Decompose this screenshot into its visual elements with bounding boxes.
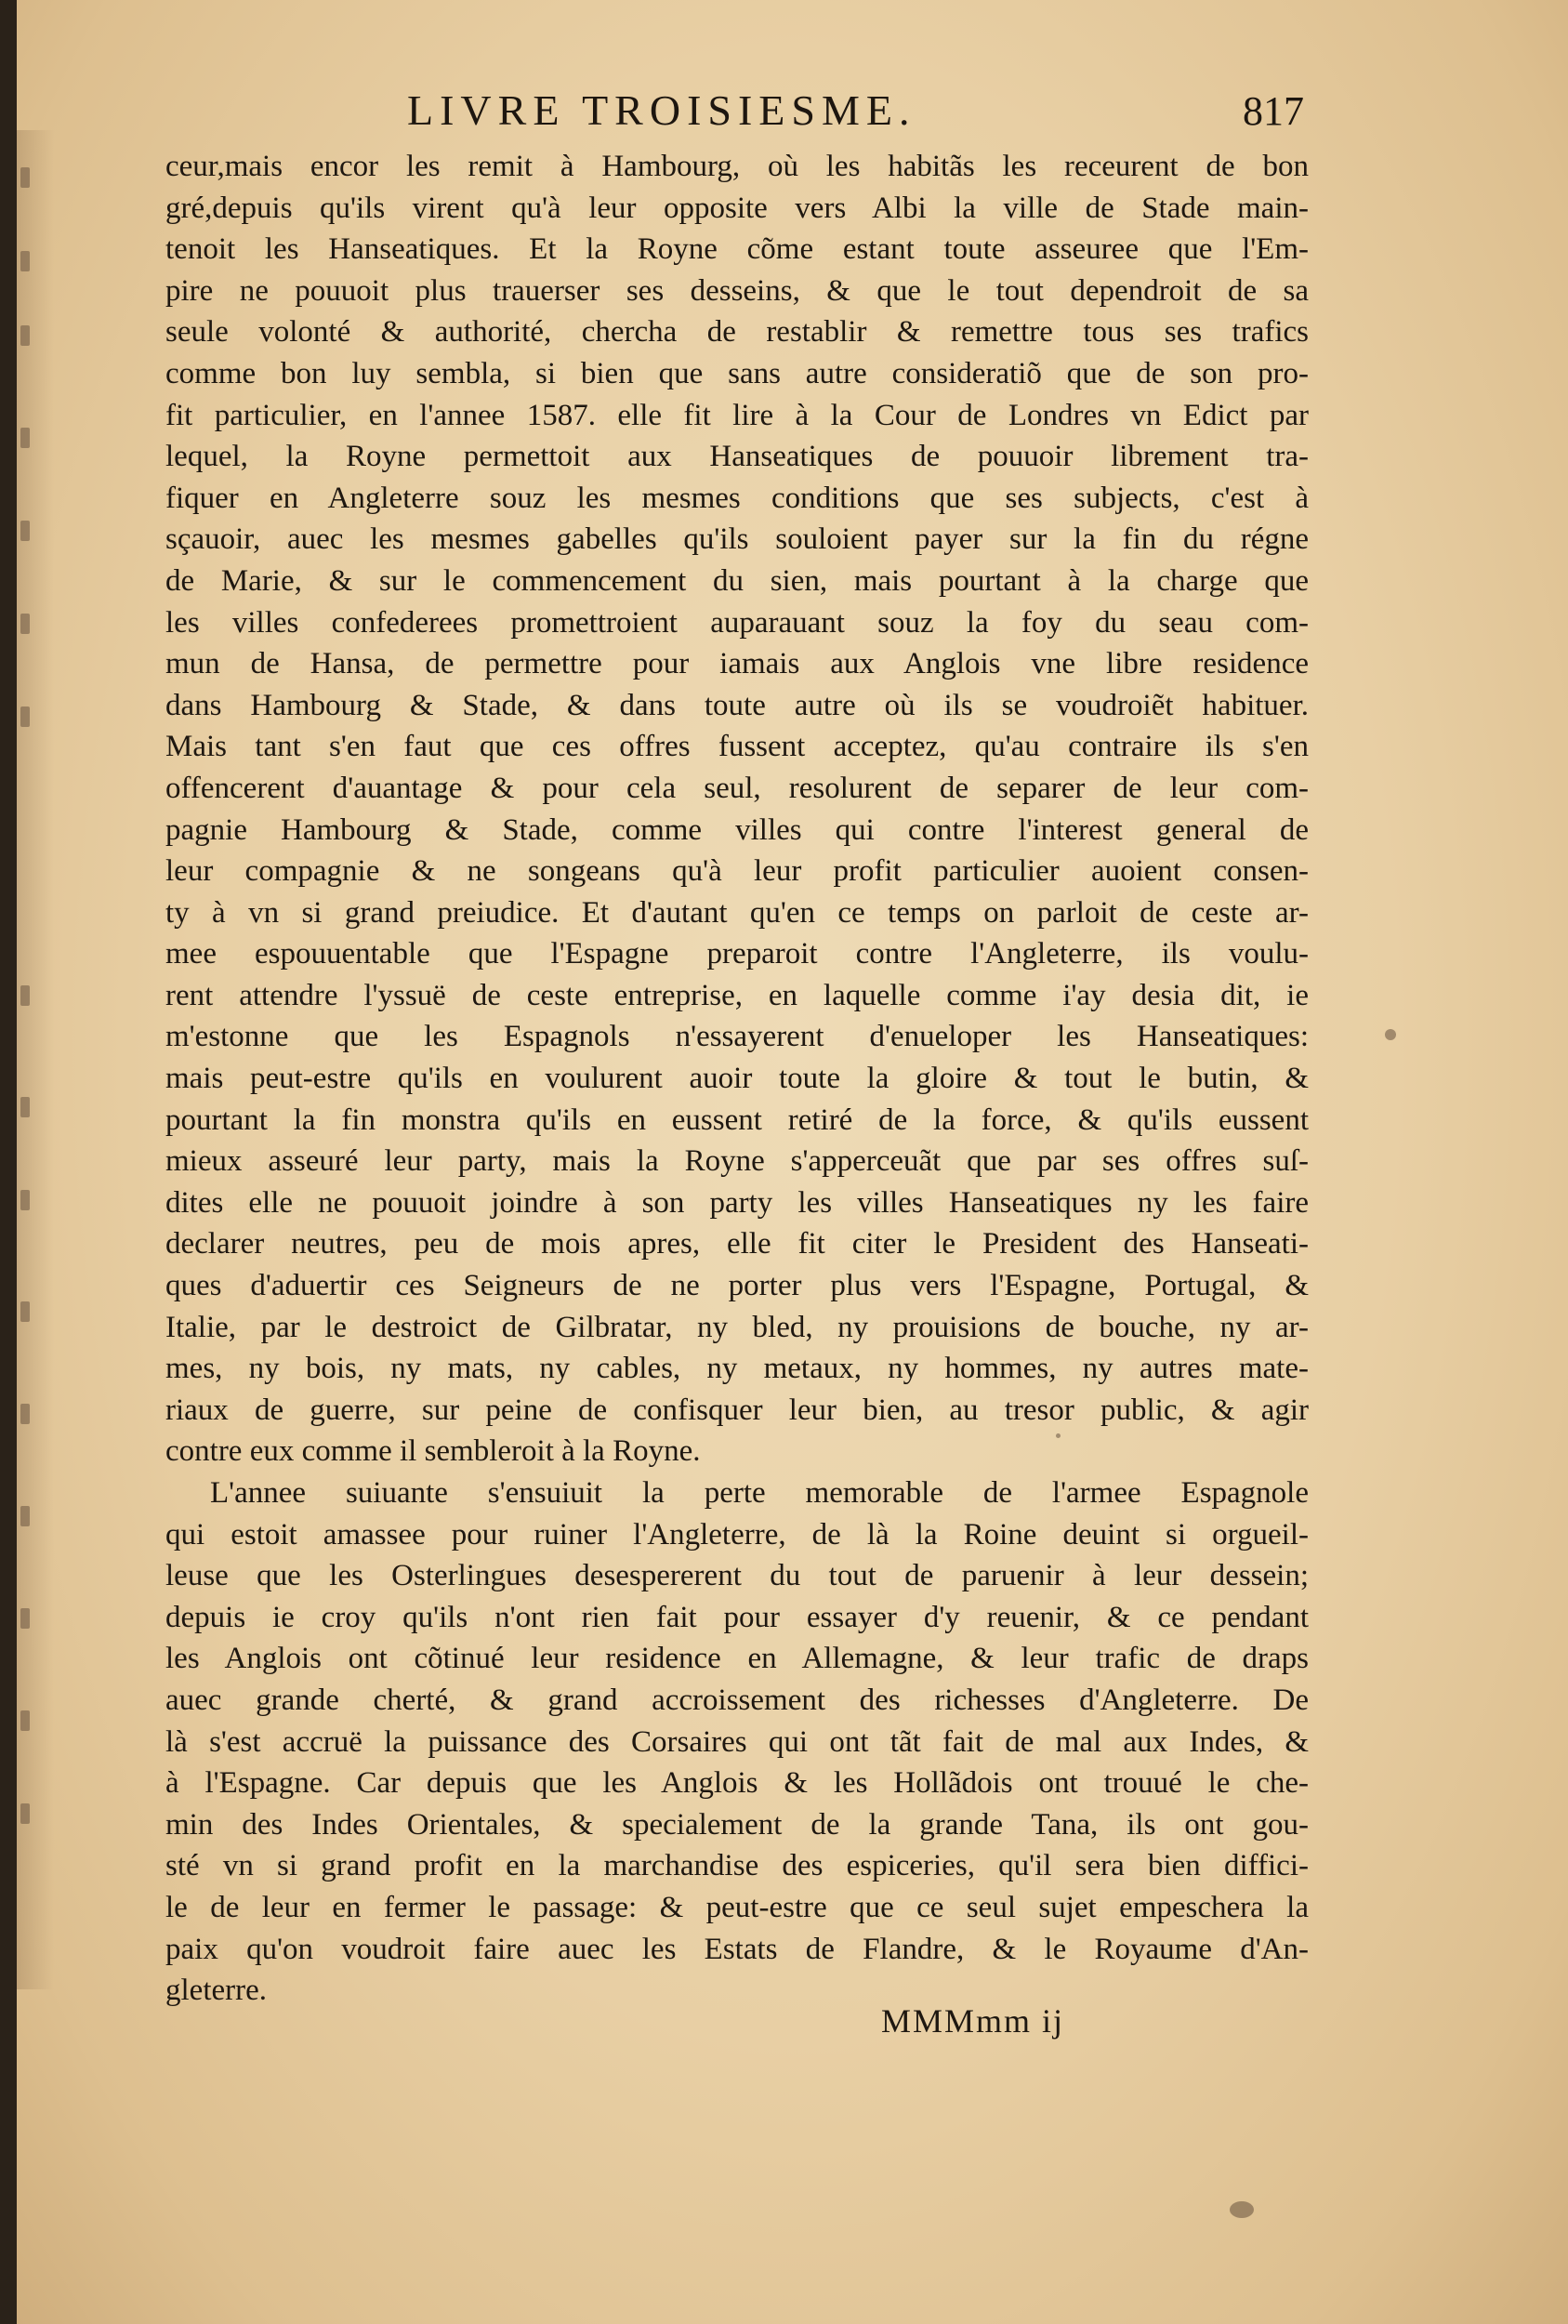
text-line: qui estoit amassee pour ruiner l'Angleterre, de là la Roine deuint si orgueil- <box>165 1517 1309 1552</box>
text-line: gleterre. <box>165 1974 268 2008</box>
bleed-mark <box>20 1608 30 1629</box>
bleed-mark <box>20 1710 30 1731</box>
text-line: m'estonne que les Espagnols n'essayerent d'enueloper les Hanseatiques: <box>165 1020 1309 1054</box>
bleed-mark <box>20 1803 30 1824</box>
text-line: Mais tant s'en faut que ces offres fussent acceptez, qu'au contraire ils s'en <box>165 730 1309 764</box>
text-line: dites elle ne pouuoit joindre à son party les villes Hanseatiques ny les faire <box>165 1185 1309 1220</box>
bleed-mark <box>20 1097 30 1117</box>
text-line: lequel, la Royne permettoit aux Hanseatiques de pouuoir librement tra- <box>165 440 1309 474</box>
bleed-mark <box>20 1404 30 1424</box>
text-line: leuse que les Osterlingues desespererent du tout de paruenir à leur dessein; <box>165 1559 1309 1593</box>
gutter-bleed-through <box>17 130 54 1989</box>
text-line: pagnie Hambourg & Stade, comme villes qui contre l'interest general de <box>165 812 1309 847</box>
text-line: dans Hambourg & Stade, & dans toute autre où ils se voudroiẽt habituer. <box>165 688 1309 722</box>
stain-spot <box>1230 2201 1254 2218</box>
bleed-mark <box>20 1506 30 1526</box>
bleed-mark <box>20 706 30 727</box>
text-line: là s'est accruë la puissance des Corsaires qui ont tãt fait de mal aux Indes, & <box>165 1724 1309 1759</box>
text-line: pourtant la fin monstra qu'ils en eussent retiré de la force, & qu'ils eussent <box>165 1103 1309 1137</box>
book-page <box>17 0 1568 2324</box>
text-line: sté vn si grand profit en la marchandise des espiceries, qu'il sera bien diffici- <box>165 1849 1309 1883</box>
text-line: mun de Hansa, de permettre pour iamais aux Anglois vne libre residence <box>165 647 1309 681</box>
text-line: depuis ie croy qu'ils n'ont rien fait pour essayer d'y reuenir, & ce pendant <box>165 1600 1309 1634</box>
text-line: le de leur en fermer le passage: & peut-estre que ce seul sujet empeschera la <box>165 1890 1309 1924</box>
bleed-mark <box>20 614 30 634</box>
running-title: LIVRE TROISIESME. <box>407 86 916 134</box>
text-line: mais peut-estre qu'ils en voulurent auoir toute la gloire & tout le butin, & <box>165 1062 1309 1096</box>
bleed-mark <box>20 1301 30 1322</box>
ink-speck <box>1385 1029 1396 1040</box>
text-line: fit particulier, en l'annee 1587. elle fit lire à la Cour de Londres vn Edict par <box>165 398 1309 432</box>
bleed-mark <box>20 325 30 346</box>
text-line: les Anglois ont cõtinué leur residence en Allemagne, & leur trafic de draps <box>165 1642 1309 1676</box>
text-line: sçauoir, auec les mesmes gabelles qu'ils souloient payer sur la fin du régne <box>165 522 1309 557</box>
text-line: ceur,mais encor les remit à Hambourg, où les habitãs les receurent de bon <box>165 150 1309 183</box>
text-line: riaux de guerre, sur peine de confisquer leur bien, au tresor public, & agir <box>165 1393 1309 1427</box>
bleed-mark <box>20 1190 30 1210</box>
text-line: auec grande cherté, & grand accroissement des richesses d'Angleterre. De <box>165 1683 1309 1717</box>
text-line: paix qu'on voudroit faire auec les Estats de Flandre, & le Royaume d'An- <box>165 1932 1309 1966</box>
bleed-mark <box>20 521 30 541</box>
text-line: contre eux comme il sembleroit à la Royne. <box>165 1434 701 1469</box>
bleed-mark <box>20 428 30 448</box>
text-line: ty à vn si grand preiudice. Et d'autant qu'en ce temps on parloit de ceste ar- <box>165 895 1309 930</box>
page-header <box>161 86 1304 141</box>
text-line: gré,depuis qu'ils virent qu'à leur opposite vers Albi la ville de Stade main- <box>165 191 1309 225</box>
text-line: mee espouuentable que l'Espagne preparoit contre l'Angleterre, ils voulu- <box>165 937 1309 971</box>
text-line: ques d'aduertir ces Seigneurs de ne porter plus vers l'Espagne, Portugal, & <box>165 1269 1309 1303</box>
text-line: comme bon luy sembla, si bien que sans autre consideratiõ que de son pro- <box>165 356 1309 390</box>
text-line: pire ne pouuoit plus trauerser ses desseins, & que le tout dependroit de sa <box>165 273 1309 308</box>
text-line: offencerent d'auantage & pour cela seul, resolurent de separer de leur com- <box>165 771 1309 805</box>
body-text <box>165 146 1309 2012</box>
text-line: seule volonté & authorité, chercha de restablir & remettre tous ses trafics <box>165 315 1309 350</box>
text-line: fiquer en Angleterre souz les mesmes conditions que ses subjects, c'est à <box>165 481 1309 515</box>
text-line: de Marie, & sur le commencement du sien, mais pourtant à la charge que <box>165 563 1309 598</box>
text-line: declarer neutres, peu de mois apres, elle fit citer le President des Hanseati- <box>165 1227 1309 1261</box>
text-line: les villes confederees promettroient auparauant souz la foy du seau com- <box>165 605 1309 640</box>
text-line: rent attendre l'yssuë de ceste entreprise, en laquelle comme i'ay desia dit, ie <box>165 978 1309 1012</box>
text-line: tenoit les Hanseatiques. Et la Royne cõme estant toute asseuree que l'Em- <box>165 232 1309 267</box>
text-line: min des Indes Orientales, & specialement de la grande Tana, ils ont gou- <box>165 1807 1309 1842</box>
bleed-mark <box>20 167 30 188</box>
text-line: mieux asseuré leur party, mais la Royne s'apperceuãt que par ses offres suſ- <box>165 1144 1309 1179</box>
text-line: L'annee suiuante s'ensuiuit la perte memorable de l'armee Espagnole <box>210 1476 1309 1510</box>
page-number: 817 <box>1243 88 1304 134</box>
text-line: Italie, par le destroict de Gilbratar, ny bled, ny prouisions de bouche, ny ar- <box>165 1310 1309 1344</box>
text-line: mes, ny bois, ny mats, ny cables, ny metaux, ny hommes, ny autres mate- <box>165 1352 1309 1386</box>
bleed-mark <box>20 251 30 271</box>
text-line: à l'Espagne. Car depuis que les Anglois & les Hollãdois ont trouué le che- <box>165 1766 1309 1801</box>
text-line: leur compagnie & ne songeans qu'à leur profit particulier auoient consen- <box>165 854 1309 889</box>
signature-mark: MMMmm ij <box>881 2002 1065 2040</box>
bleed-mark <box>20 985 30 1006</box>
